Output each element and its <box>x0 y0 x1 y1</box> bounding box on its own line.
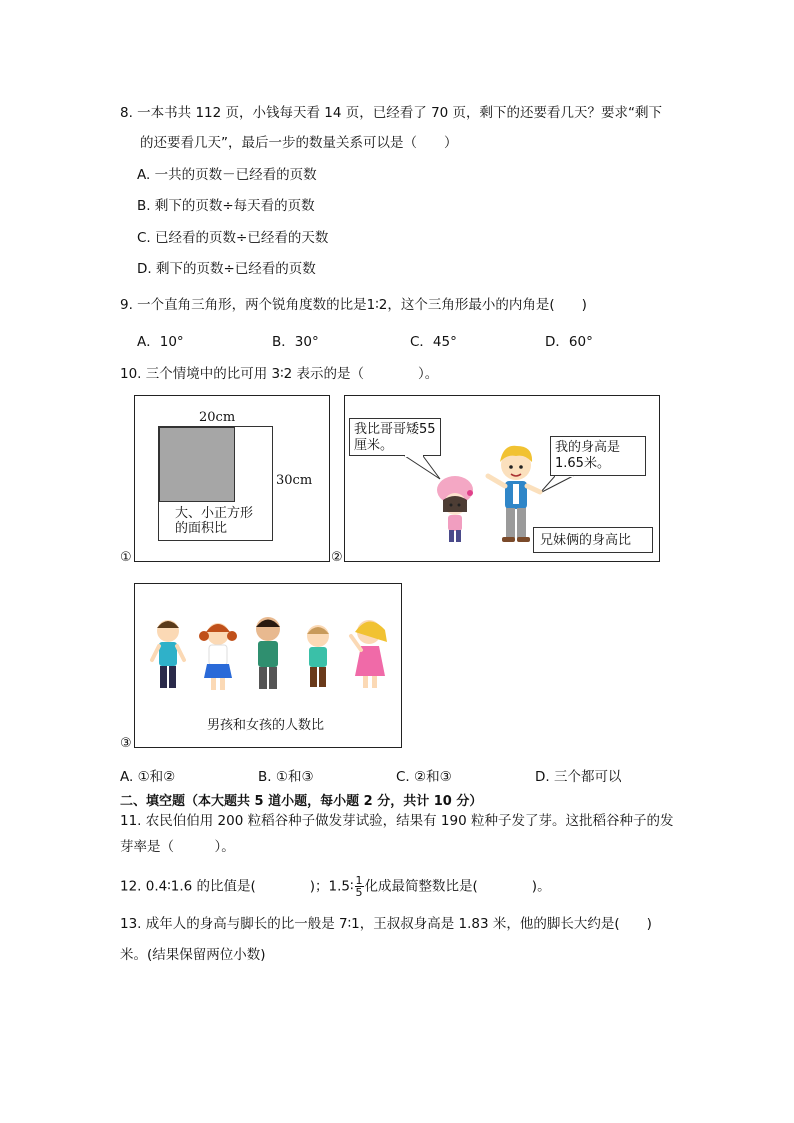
figure-1-marker: ① <box>120 550 132 565</box>
figure-1-caption-line2: 的面积比 <box>175 521 228 536</box>
fraction-denominator: 5 <box>355 886 363 899</box>
boy-bubble-line1: 我的身高是 <box>555 440 621 455</box>
boy-bubble-line2: 1.65米。 <box>555 456 610 471</box>
boy-2-figure <box>256 617 280 689</box>
figure-3-frame <box>134 583 402 748</box>
girl-bubble-line1: 我比哥哥矮55 <box>354 422 436 437</box>
q8-option-d: D. 剩下的页数÷已经看的页数 <box>137 261 316 277</box>
figure-3-caption: 男孩和女孩的人数比 <box>207 718 325 733</box>
q13-line2: 米。(结果保留两位小数) <box>120 947 266 963</box>
figure-3-marker: ③ <box>120 736 132 751</box>
figure-2-caption-box <box>533 527 653 553</box>
q12-part2: 化成最简整数比是( )。 <box>364 878 551 895</box>
figure-2-caption: 兄妹俩的身高比 <box>540 533 632 548</box>
boy-speech-bubble <box>550 436 646 476</box>
q10-stem: 10. 三个情境中的比可用 3∶2 表示的是（ ）。 <box>120 366 439 382</box>
boy-3-figure <box>307 625 329 687</box>
figure-1-height-label: 30cm <box>276 473 313 488</box>
girl-1-figure <box>199 623 237 690</box>
q10-option-a: A. ①和② <box>120 769 176 785</box>
q11-line1: 11. 农民伯伯用 200 粒稻谷种子做发芽试验，结果有 190 粒种子发了芽。这批稻谷种子的发 <box>120 813 674 829</box>
q8-option-c: C. 已经看的页数÷已经看的天数 <box>137 230 329 246</box>
q10-option-b: B. ①和③ <box>258 769 314 785</box>
figure-2-frame <box>344 395 660 562</box>
q9-stem: 9. 一个直角三角形，两个锐角度数的比是1∶2，这个三角形最小的内角是( ) <box>120 297 587 313</box>
figure-2-marker: ② <box>331 550 343 565</box>
q9-option-a: A．10° <box>137 334 184 350</box>
q8-stem-line1: 8. 一本书共 112 页，小钱每天看 14 页，已经看了 70 页，剩下的还要看几天？要求“剩下 <box>120 105 663 121</box>
q9-option-c: C．45° <box>410 334 457 350</box>
q9-option-b: B．30° <box>272 334 319 350</box>
q9-option-d: D．60° <box>545 334 593 350</box>
q12-line <box>120 875 551 898</box>
q8-stem-line2: 的还要看几天”，最后一步的数量关系可以是（ ） <box>140 135 458 151</box>
q13-line1: 13. 成年人的身高与脚长的比一般是 7∶1，王叔叔身高是 1.83 米，他的脚长大约是( ) <box>120 916 652 932</box>
section-2-title: 二、填空题（本大题共 5 道小题，每小题 2 分，共计 10 分） <box>120 794 483 809</box>
q10-option-d: D. 三个都可以 <box>535 769 622 785</box>
girl-2-figure <box>351 620 387 688</box>
fraction-numerator: 1 <box>355 874 363 887</box>
q8-option-a: A. 一共的页数－已经看的页数 <box>137 167 317 183</box>
q10-option-c: C. ②和③ <box>396 769 452 785</box>
small-gray-square <box>159 427 235 502</box>
girl-bubble-line2: 厘米。 <box>354 438 394 453</box>
figure-1-frame <box>134 395 330 562</box>
q11-line2: 芽率是（ ）。 <box>120 839 235 855</box>
girl-figure <box>437 476 473 542</box>
figure-1-width-label: 20cm <box>199 410 236 425</box>
q12-fraction <box>355 875 364 898</box>
q12-part1: 12. 0.4∶1.6 的比值是( )；1.5∶ <box>120 878 354 895</box>
q8-option-b: B. 剩下的页数÷每天看的页数 <box>137 198 315 214</box>
boy-1-figure <box>152 620 184 688</box>
figure-1-caption-line1: 大、小正方形 <box>175 506 254 521</box>
